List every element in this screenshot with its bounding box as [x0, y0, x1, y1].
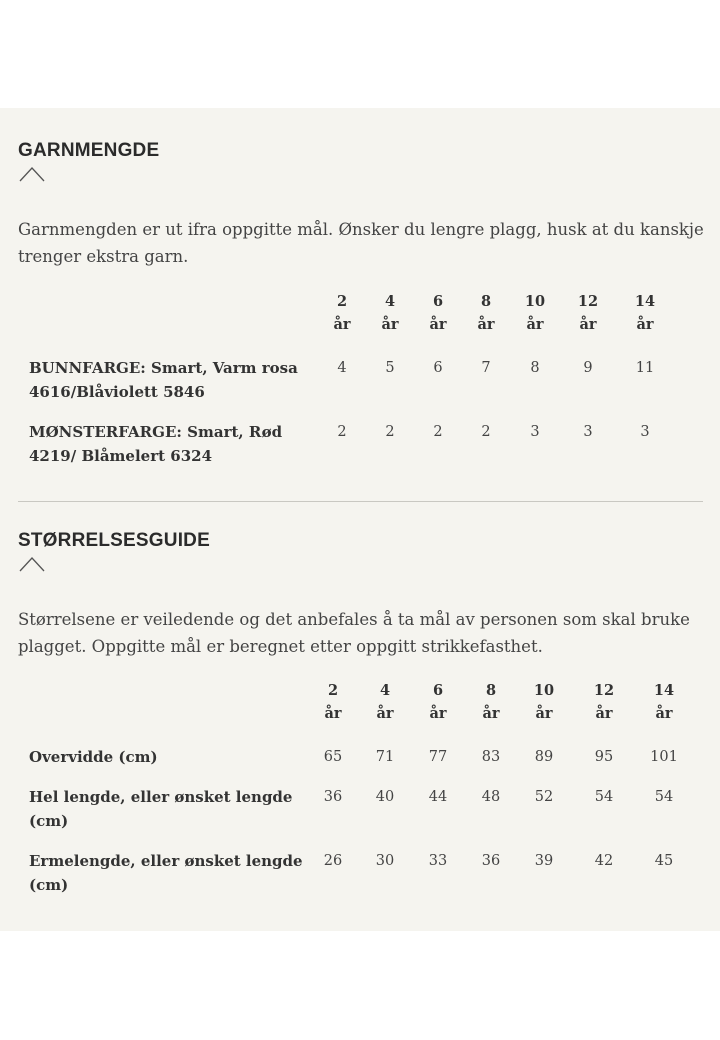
yarn-table: [18, 290, 674, 484]
table-row: [18, 745, 690, 785]
table-cell: 48: [481, 789, 501, 805]
row-label: Ermelengde, eller ønsket lengde (cm): [29, 852, 303, 894]
yarn-table-header-row: [18, 290, 674, 356]
column-header: 14 år: [634, 293, 656, 333]
column-header: 6 år: [429, 293, 447, 333]
size-intro-text: Størrelsene er veiledende og det anbefales å ta mål av personen som skal bruke plagget. Oppgitte mål er beregnet etter oppgitt strikkefasthet.: [18, 610, 690, 656]
table-cell: 77: [428, 749, 448, 765]
table-cell: 45: [654, 853, 674, 869]
row-label: MØNSTERFARGE: Smart, Rød 4219/ Blåmelert 6324: [29, 423, 283, 465]
table-cell: 26: [323, 853, 343, 869]
row-label: BUNNFARGE: Smart, Varm rosa 4616/Blåviolett 5846: [29, 359, 298, 401]
table-cell: 3: [583, 424, 593, 440]
table-row: [18, 356, 674, 420]
table-cell: 3: [640, 424, 650, 440]
table-row: [18, 849, 690, 913]
table-cell: 83: [481, 749, 501, 765]
table-cell: 2: [481, 424, 491, 440]
chevron-up-icon[interactable]: [19, 166, 45, 182]
column-header: 14 år: [653, 682, 675, 722]
table-cell: 39: [534, 853, 554, 869]
size-table: [18, 679, 690, 913]
row-label: Hel lengde, eller ønsket lengde (cm): [29, 788, 293, 830]
column-header: 10 år: [524, 293, 546, 333]
column-header: 2 år: [333, 293, 351, 333]
table-cell: 11: [635, 360, 655, 376]
table-cell: 101: [650, 749, 678, 765]
column-header: 10 år: [533, 682, 555, 722]
size-section-heading[interactable]: STØRRELSESGUIDE: [18, 530, 210, 551]
size-table-header-row: [18, 679, 690, 745]
table-cell: 40: [375, 789, 395, 805]
column-header: 4 år: [376, 682, 394, 722]
table-cell: 36: [323, 789, 343, 805]
column-header: 8 år: [477, 293, 495, 333]
table-cell: 2: [433, 424, 443, 440]
table-cell: 71: [375, 749, 395, 765]
column-header: 12 år: [577, 293, 599, 333]
table-cell: 44: [428, 789, 448, 805]
table-cell: 5: [385, 360, 395, 376]
table-cell: 65: [323, 749, 343, 765]
table-row: [18, 420, 674, 484]
table-cell: 2: [337, 424, 347, 440]
column-header: 2 år: [324, 682, 342, 722]
table-cell: 42: [594, 853, 614, 869]
table-cell: 30: [375, 853, 395, 869]
table-cell: 4: [337, 360, 347, 376]
column-header: 4 år: [381, 293, 399, 333]
column-header: 8 år: [482, 682, 500, 722]
table-cell: 54: [594, 789, 614, 805]
table-cell: 8: [530, 360, 540, 376]
yarn-table-corner: [18, 290, 318, 356]
table-cell: 54: [654, 789, 674, 805]
size-table-corner: [18, 679, 308, 745]
table-cell: 89: [534, 749, 554, 765]
table-cell: 9: [583, 360, 593, 376]
table-cell: 6: [433, 360, 443, 376]
table-cell: 95: [594, 749, 614, 765]
table-cell: 52: [534, 789, 554, 805]
column-header: 12 år: [593, 682, 615, 722]
table-cell: 7: [481, 360, 491, 376]
yarn-section-heading[interactable]: GARNMENGDE: [18, 140, 160, 161]
info-panel: [0, 108, 720, 931]
table-cell: 33: [428, 853, 448, 869]
table-cell: 36: [481, 853, 501, 869]
table-row: [18, 785, 690, 849]
table-cell: 3: [530, 424, 540, 440]
section-divider: [18, 501, 703, 502]
yarn-intro-text: Garnmengden er ut ifra oppgitte mål. Ønsker du lengre plagg, husk at du kanskje trenger ekstra garn.: [18, 220, 704, 266]
column-header: 6 år: [429, 682, 447, 722]
table-cell: 2: [385, 424, 395, 440]
row-label: Overvidde (cm): [29, 748, 158, 766]
chevron-up-icon[interactable]: [19, 556, 45, 572]
